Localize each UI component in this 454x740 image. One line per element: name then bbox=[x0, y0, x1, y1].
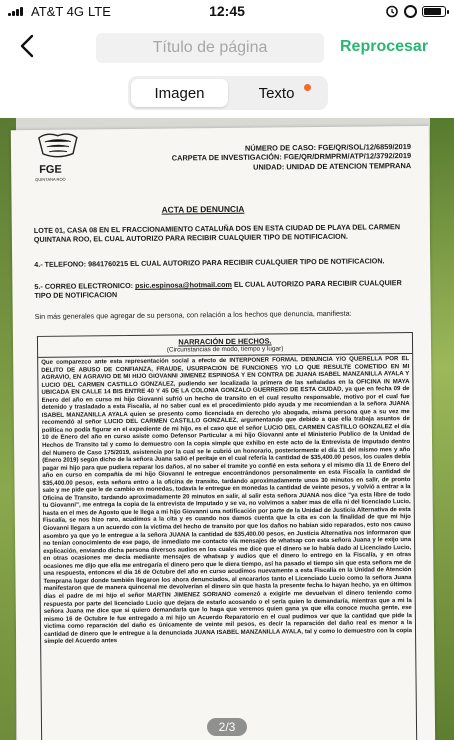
clock: 12:45 bbox=[209, 3, 245, 19]
status-left bbox=[8, 4, 111, 19]
tab-text[interactable] bbox=[228, 79, 325, 107]
case-number: NÚMERO DE CASO: FGE/QR/SOL/12/6859/2019 bbox=[244, 142, 412, 153]
investigation-folder: CARPETA DE INVESTIGACIÓN: FGE/QR/DRMPRM/ATP/12/3792/2019 bbox=[171, 151, 412, 163]
tab-image[interactable] bbox=[131, 79, 228, 107]
phone-paragraph: 4.- TELEFONO: 9841760215 EL CUAL AUTORIZO PARA RECIBIR CUALQUIER TIPO DE NOTIFICACION. bbox=[34, 256, 385, 269]
battery-icon bbox=[422, 6, 446, 17]
header bbox=[0, 22, 454, 72]
carrier-label: AT&T 4G bbox=[31, 3, 84, 19]
page-title-input[interactable]: Título de página bbox=[96, 33, 324, 63]
narration-box bbox=[37, 332, 417, 740]
document-page bbox=[11, 126, 435, 740]
narration-subtitle: (Circunstancias de modo, tiempo y lugar) bbox=[38, 344, 412, 358]
document-image[interactable] bbox=[0, 118, 454, 740]
view-tabs bbox=[128, 76, 328, 110]
network-label: LTE bbox=[87, 3, 111, 19]
tab-text-label: Texto bbox=[258, 84, 295, 102]
narration-title: NARRACIÓN DE HECHOS. bbox=[178, 336, 272, 347]
unit: UNIDAD: UNIDAD DE ATENCION TEMPRANA bbox=[253, 160, 412, 172]
email-address: psic.espinosa@hotmail.com bbox=[134, 279, 232, 290]
status-right bbox=[385, 4, 446, 18]
notification-dot bbox=[304, 84, 311, 91]
acta-title: ACTA DE DENUNCIA bbox=[161, 203, 245, 215]
address-paragraph: LOTE 01, CASA 08 EN EL FRACCIONAMIENTO CATALUÑA DOS EN ESTA CIUDAD DE PLAYA DEL CARMEN QUINTANA ROO, EL CUAL AUTORIZO PARA RECIBIR CUALQUIER TIPO DE NOTIFICACION. bbox=[33, 222, 401, 245]
rotation-lock-icon bbox=[404, 5, 417, 18]
reprocess-button[interactable]: Reprocesar bbox=[340, 38, 429, 55]
page-indicator: 2/3 bbox=[207, 718, 247, 736]
back-arrow-icon[interactable] bbox=[14, 32, 42, 60]
status-bar bbox=[0, 0, 454, 22]
tab-image-label: Imagen bbox=[154, 84, 205, 102]
email-paragraph bbox=[34, 278, 414, 300]
alarm-icon bbox=[385, 4, 399, 18]
general-statement: Sin más generales que agregar de su persona, con relación a los hechos que denuncia, manifiesta: bbox=[34, 308, 352, 321]
case-info bbox=[172, 142, 412, 173]
agency-name: FGE bbox=[39, 163, 62, 176]
email-suffix: EL CUAL AUTORIZO PARA RECIBIR CUALQUIER TIPO DE NOTIFICACION bbox=[34, 278, 402, 301]
email-prefix: 5.- CORREO ELECTRONICO: bbox=[34, 280, 134, 291]
signal-strength-icon bbox=[8, 6, 23, 16]
narration-body: Que comparezco ante esta representación social a efecto de INTERPONER FORMAL DENUNCIA Y/O QUERELLA POR EL DELITO DE ABUSO DE CONFIANZA, FRAUDE, USURPACION DE FUNCIONES Y/O LO QUE RESULTE COMETIDO EN MI AGRAVIO, EN AGRAVIO DE MI HIJO GIOVANNI JIMENEZ ESPINOSA Y EN CONTRA DE JUANA ISABEL MANZANILLA AYALA Y LUCIO DEL CARMEN CASTILLO GONZALEZ, pudiendo ser localizada la primera de las señaladas en la OFICINA IN MAYA UBICADA EN CALLE 14 BIS ENTRE 40 Y 45 DE LA COLONIA GONZALO GUERRERO DE ESTA CIUDAD, ya que en fecha 09 de Enero del año en curso mi hijo Giovanni sufrió un hecho de transito en el cual resulto responsable, motivo por el cual fue detenido y trasladado a esta Fiscalía, al no saber cual es el procedimiento pido ayuda y me recomiendan a la señora JUANA ISABEL MANZANILLA AYALA quien se presento como licenciada en derecho y/o abogada, misma persona que a su vez me recomendó al señor LUCIO DEL CARMEN CASTILLO GONZALEZ, argumentando que debido a que ella trabaja asuntos de política no podía figurar en el expediente de mi hijo, es el caso que el señor LUCIO DEL CARMEN CASTILLO GONZALEZ el día 10 de Enero del año en curso asiste como Defensor Particular a mi hijo Giovanni ante el Ministerio Publico de la Unidad de Hechos de Transito tal y como lo demuestro con la copia simple que exhibo en este acto de la Entrevista de Imputado dentro del Numero de Caso 175/2019, asistencia por la cual se le cubrió un honorario, posteriormente el día 11 del mismo mes y año (Enero 2019) según dicho de la señora Juana salió el peritaje en el cual refería la cantidad de $35,400.00 pesos, los cuales debía pagar mi hijo para que pudiera reparar los daños, al no saber el tramite yo confié en esta señora y el mismo día 11 de Enero del año en curso en compañía de mi hijo Giovanni le entregue encontrándonos personalmente en esta Fiscalía la cantidad de $35,400.00 pesos, esta señora entro a la oficina de transito, tardando aproximadamente unos 30 minutos en salir, de pronto sale y me pide que le de cambio en monedas, todavía le entregue en monedas la cantidad de veinte pesos, y volvió a entrar a la Oficina de Transito, tardando aproximadamente 20 minutos en salir, al salir esta señora JUANA nos dice "ya esta libre de todo tu Giovanni", me entrega la copia de la entrevista de Imputado y se va, no volvimos a saber mas de ella ni del licenciado Lucio, hasta en el mes de Agosto que le llega a mi hijo Giovanni una notificación por parte de la Unidad de Justicia Alternativa de esta Fiscalía, se nos hizo raro, acudimos a la cita y es cuando nos damos cuenta que la cita es con la finalidad de que mi hijo Giovanni llegara a un acuerdo con la victima del hecho de transito por que los daños no habían sido reparados, esto nos causo asombro ya que yo le entregue a la señora JUANA la cantidad de $35,400.00 pesos, en Justicia Alternativa nos informaron que no tenían conocimiento de ese pago, de inmediato me contacto vía mensajes de whatsap con esta señora Juana y le exijo una explicación, enviando dicha persona diversos audios en los cuales me dice que el dinero se lo había dado al Licenciado Lucio, en otras ocasiones me decía mediante mensajes de whatsap y audios que el dinero lo entrego en la Fiscalía, y en otras ocasiones me dijo que ella me entregaría el dinero pero que le diera tiempo, así ha pasado el tiempo sin que esta señora me de una respuesta, entonces el día 16 de Octubre del año en curso acudimos nuevamente a esta Fiscalía en la Unidad de Atención Temprana lugar donde también llegaron los ahora denunciados, al encararlos tanto el Licenciado Lucio como la señora Juana manifestaron que de manera quincenal me devolverían el dinero sin que hasta la presente fecha lo hayan hecho, ya en últimos días el padre de mi hijo el señor MARTIN JIMENEZ SORIANO comenzó a exigirle me devuelvan el dinero teniendo como respuesta por parte del licenciado Lucio que dejara de estarlo acosando o el sería quien lo demandaría, mientras que a mi la señora Juana me dice que si quiero demandarla que lo haga que veremos quien gana ya que ella conoce mucha gente, ese mismo 16 de Octubre le fue entregado a mi hijo un Acuerdo Reparatorio en el cual pudimos ver que la cantidad que pide la victima como reparación del daño es únicamente de veinte mil pesos, es decir la reparación del daño real es menor a la cantidad de dinero que le entregue a la denunciada JUANA ISABEL MANZANILLA AYALA, tal y como lo demuestro con la copia simple del Acuerdo antes bbox=[41, 356, 413, 646]
agency-subtitle: QUINTANA ROO bbox=[35, 176, 66, 182]
